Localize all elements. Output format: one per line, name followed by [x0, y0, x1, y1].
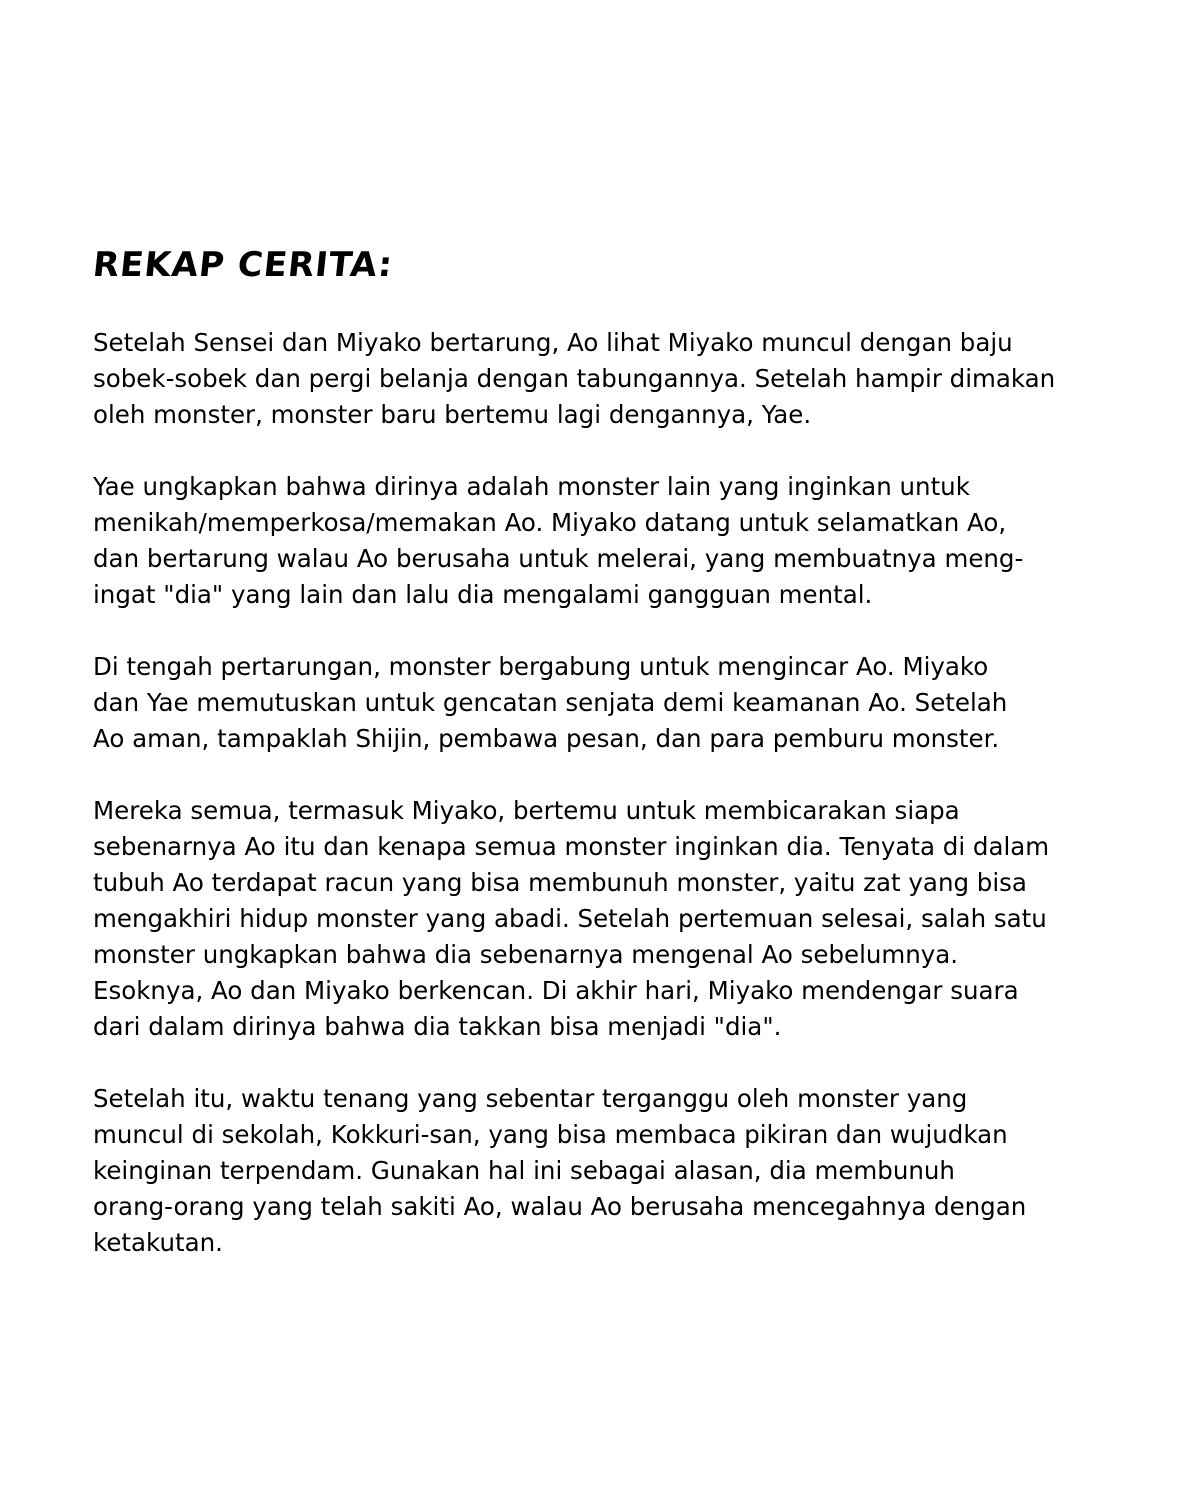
- recap-paragraph-5: Setelah itu, waktu tenang yang sebentar terganggu oleh monster yang muncul di sekolah, Kokkuri-san, yang bisa membaca pikiran dan wujudkan keinginan terpendam. Gunakan hal ini sebagai alasan, dia membunuh orang-orang yang telah sakiti Ao, walau Ao berusaha mencegahnya dengan ketakutan.: [93, 1084, 1027, 1257]
- recap-paragraph-2: Yae ungkapkan bahwa dirinya adalah monster lain yang inginkan untuk menikah/memperkosa/memakan Ao. Miyako datang untuk selamatkan Ao, dan bertarung walau Ao berusaha untuk melerai, yang membuatnya meng- ingat "dia" yang lain dan lalu dia mengalami gangguan mental.: [93, 472, 1024, 609]
- recap-page: [90, 245, 1113, 1297]
- recap-paragraph-3: Di tengah pertarungan, monster bergabung untuk mengincar Ao. Miyako dan Yae memutuskan untuk gencatan senjata demi keamanan Ao. Setelah Ao aman, tampaklah Shijin, pembawa pesan, dan para pemburu monster.: [93, 652, 1008, 753]
- recap-heading: REKAP CERITA:: [90, 245, 396, 285]
- recap-paragraph-4: Mereka semua, termasuk Miyako, bertemu untuk membicarakan siapa sebenarnya Ao itu dan kenapa semua monster inginkan dia. Tenyata di dalam tubuh Ao terdapat racun yang bisa membunuh monster, yaitu zat yang bisa mengakhiri hidup monster yang abadi. Setelah pertemuan selesai, salah satu monster ungkapkan bahwa dia sebenarnya mengenal Ao sebelumnya. Esoknya, Ao dan Miyako berkencan. Di akhir hari, Miyako mendengar suara dari dalam dirinya bahwa dia takkan bisa menjadi "dia".: [93, 796, 1050, 1041]
- recap-paragraph-1: Setelah Sensei dan Miyako bertarung, Ao lihat Miyako muncul dengan baju sobek-sobek dan pergi belanja dengan tabungannya. Setelah hampir dimakan oleh monster, monster baru bertemu lagi dengannya, Yae.: [93, 328, 1056, 429]
